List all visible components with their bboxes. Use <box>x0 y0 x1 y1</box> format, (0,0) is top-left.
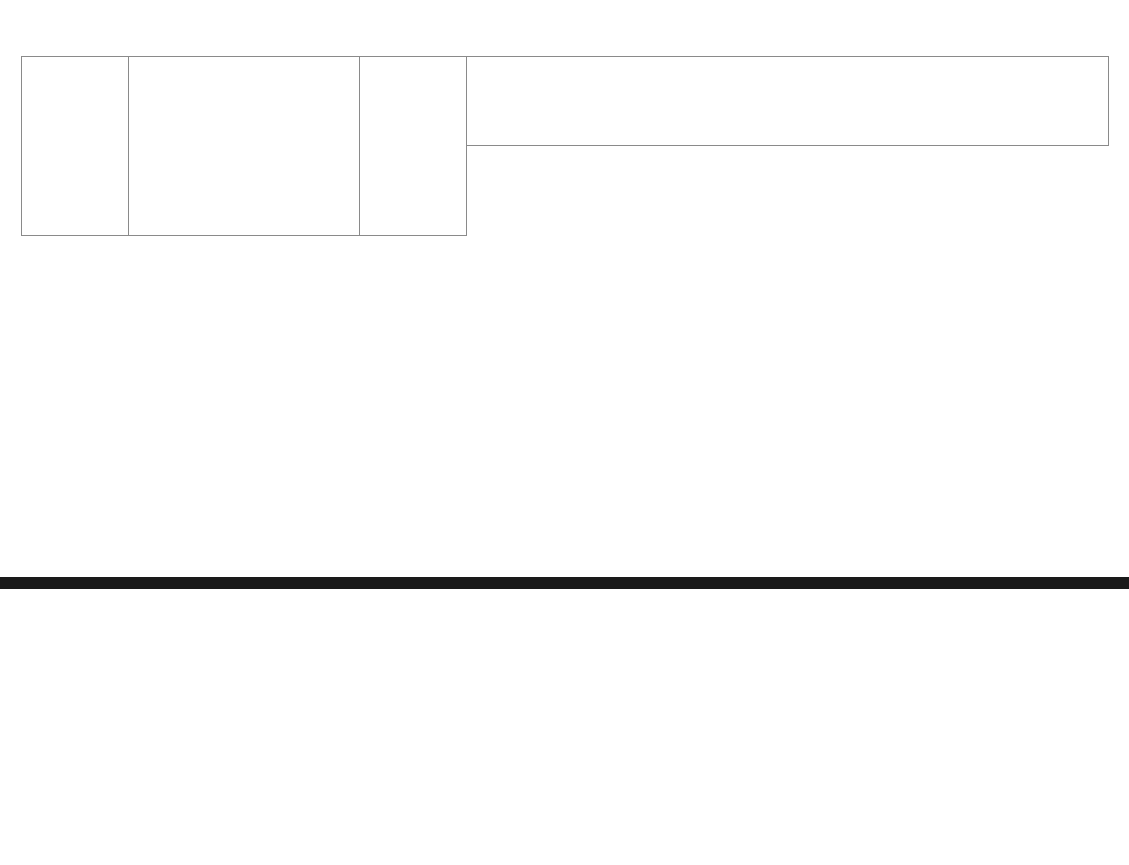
header-districts <box>129 57 360 236</box>
header-tmax <box>366 137 466 155</box>
header-forecast <box>467 57 1109 146</box>
header-sector <box>22 57 129 236</box>
forecast-table-top <box>21 56 1109 236</box>
page-break-divider <box>0 577 1129 589</box>
header-units <box>360 57 467 236</box>
